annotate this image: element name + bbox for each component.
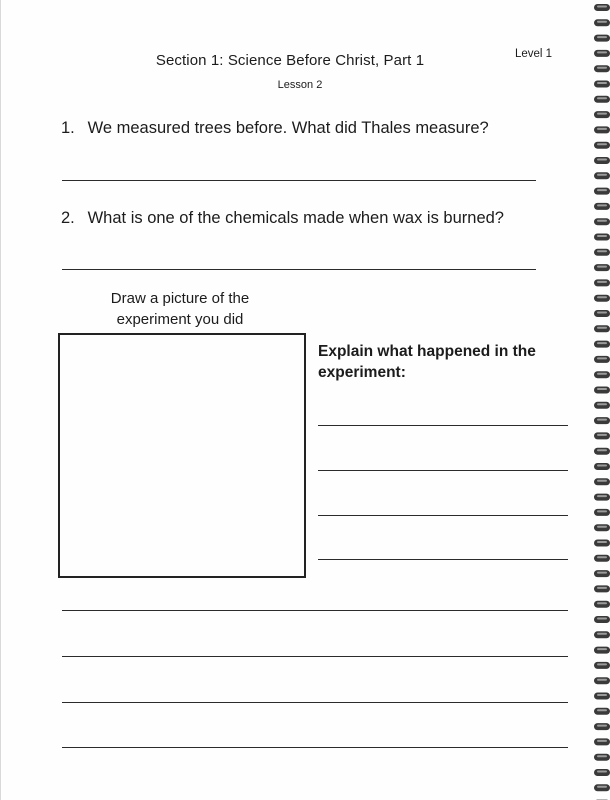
writing-line-4[interactable] <box>62 747 568 748</box>
question-2-number: 2. <box>61 209 75 227</box>
writing-line-3[interactable] <box>62 702 568 703</box>
question-1 <box>61 119 489 138</box>
answer-line-1[interactable] <box>62 180 536 181</box>
question-1-number: 1. <box>61 119 75 137</box>
question-1-text: We measured trees before. What did Thales measure? <box>87 119 489 137</box>
question-2-text: What is one of the chemicals made when wax is burned? <box>87 209 504 227</box>
explain-line-3[interactable] <box>318 515 568 516</box>
drawing-box[interactable] <box>58 333 306 578</box>
writing-line-2[interactable] <box>62 656 568 657</box>
drawing-prompt <box>60 288 300 330</box>
lesson-label: Lesson 2 <box>277 79 323 91</box>
drawing-prompt-line-1: Draw a picture of the <box>110 290 250 307</box>
spiral-binding-icon <box>592 0 610 800</box>
explain-prompt <box>318 341 568 383</box>
explain-prompt-line-2: experiment: <box>318 364 406 381</box>
writing-line-1[interactable] <box>62 610 568 611</box>
drawing-prompt-line-2: experiment you did <box>116 311 244 328</box>
page-edge <box>0 0 1 800</box>
page-title: Section 1: Science Before Christ, Part 1 <box>155 52 425 69</box>
level-label: Level 1 <box>515 48 553 60</box>
explain-line-1[interactable] <box>318 425 568 426</box>
explain-line-4[interactable] <box>318 559 568 560</box>
explain-prompt-line-1: Explain what happened in the <box>318 343 536 360</box>
explain-line-2[interactable] <box>318 470 568 471</box>
answer-line-2[interactable] <box>62 269 536 270</box>
question-2 <box>61 209 504 228</box>
